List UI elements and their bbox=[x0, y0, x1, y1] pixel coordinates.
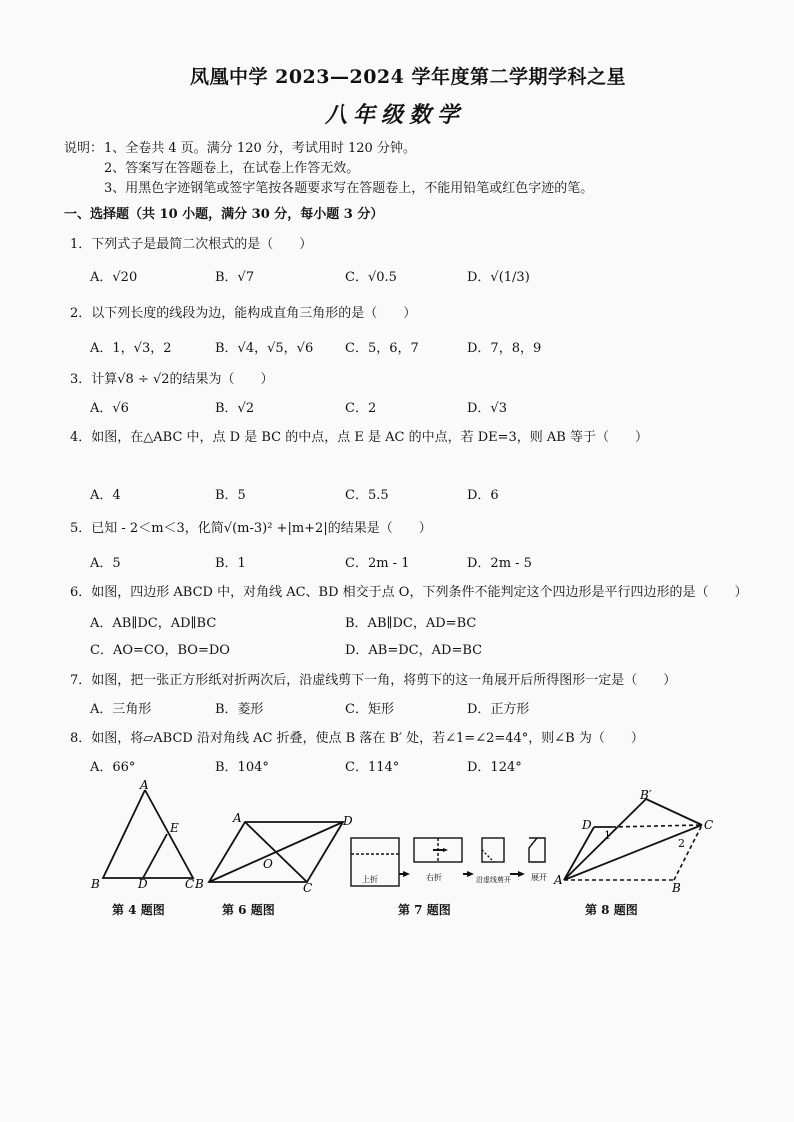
fig7-step-3: 沿虚线剪开 bbox=[476, 876, 511, 884]
fig6-label-d: D bbox=[343, 814, 353, 828]
option-5d: D．2m - 5 bbox=[467, 556, 532, 571]
question-stem-8: 8．如图，将▱ABCD 沿对角线 AC 折叠，使点 B 落在 B′ 处，若∠1=∠2=44°，则∠B 为（ ） bbox=[70, 731, 644, 746]
exam-subtitle: 八年级数学 bbox=[325, 102, 466, 128]
fig6-label-o: O bbox=[263, 857, 273, 871]
fig8-label-bprime: B′ bbox=[640, 788, 652, 802]
option-4c: C．5.5 bbox=[345, 488, 389, 503]
option-3a: A．√6 bbox=[90, 401, 129, 416]
fig4-label-c: C bbox=[185, 877, 195, 891]
fig8-label-c: C bbox=[704, 818, 714, 832]
option-2d: D．7，8，9 bbox=[467, 341, 542, 356]
figure-7-paper-folding bbox=[348, 830, 558, 890]
fig6-label-c: C bbox=[303, 881, 313, 895]
option-5c: C．2m - 1 bbox=[345, 556, 410, 571]
option-7d: D．正方形 bbox=[467, 702, 530, 717]
fig4-label-a: A bbox=[140, 780, 149, 792]
option-2c: C．5，6，7 bbox=[345, 341, 419, 356]
option-1d: D．√(1/3) bbox=[467, 270, 530, 285]
option-7c: C．矩形 bbox=[345, 702, 394, 717]
option-1c: C．√0.5 bbox=[345, 270, 397, 285]
figure-4-caption: 第 4 题图 bbox=[112, 903, 165, 917]
option-8c: C．114° bbox=[345, 760, 400, 775]
option-2b: B．√4，√5，√6 bbox=[215, 341, 314, 356]
option-4b: B．5 bbox=[215, 488, 246, 503]
fig8-label-a: A bbox=[554, 873, 563, 887]
figure-8-caption: 第 8 题图 bbox=[585, 903, 638, 917]
section-heading: 一、选择题（共 10 小题，满分 30 分，每小题 3 分） bbox=[64, 207, 384, 222]
option-3c: C．2 bbox=[345, 401, 377, 416]
option-4d: D．6 bbox=[467, 488, 499, 503]
option-6b: B．AB∥DC，AD=BC bbox=[345, 616, 477, 631]
fig7-step-4: 展开 bbox=[531, 873, 547, 882]
option-5a: A．5 bbox=[90, 556, 121, 571]
option-8b: B．104° bbox=[215, 760, 269, 775]
fig8-label-d: D bbox=[582, 818, 592, 832]
option-7a: A．三角形 bbox=[90, 702, 152, 717]
fig8-label-b: B bbox=[672, 881, 681, 895]
fig6-label-b: B bbox=[195, 877, 204, 891]
question-stem-3: 3．计算√8 ÷ √2的结果为（ ） bbox=[70, 372, 274, 387]
figure-6-parallelogram bbox=[195, 810, 360, 895]
option-3d: D．√3 bbox=[467, 401, 507, 416]
fig7-step-2: 右折 bbox=[426, 873, 442, 882]
figure-6-caption: 第 6 题图 bbox=[222, 903, 275, 917]
option-1a: A．√20 bbox=[90, 270, 138, 285]
question-stem-7: 7．如图，把一张正方形纸对折两次后，沿虚线剪下一角，将剪下的这一角展开后所得图形一定是（ ） bbox=[70, 673, 677, 688]
note-item: 3、用黑色字迹钢笔或签字笔按各题要求写在答题卷上，不能用铅笔或红色字迹的笔。 bbox=[104, 181, 594, 196]
option-1b: B．√7 bbox=[215, 270, 255, 285]
option-5b: B．1 bbox=[215, 556, 246, 571]
fig4-label-e: E bbox=[170, 821, 179, 835]
question-stem-2: 2．以下列长度的线段为边，能构成直角三角形的是（ ） bbox=[70, 306, 417, 321]
option-6d: D．AB=DC，AD=BC bbox=[345, 643, 483, 658]
note-item: 2、答案写在答题卷上，在试卷上作答无效。 bbox=[104, 161, 360, 176]
question-stem-6: 6．如图，四边形 ABCD 中，对角线 AC、BD 相交于点 O，下列条件不能判定这个四边形是平行四边形的是（ ） bbox=[70, 585, 748, 600]
option-4a: A．4 bbox=[90, 488, 121, 503]
option-3b: B．√2 bbox=[215, 401, 255, 416]
figure-4-triangle bbox=[85, 780, 205, 895]
note-item: 1、全卷共 4 页。满分 120 分，考试用时 120 分钟。 bbox=[104, 141, 416, 156]
figure-8-fold-diagram bbox=[552, 785, 722, 900]
exam-title: 凤凰中学 2023—2024 学年度第二学期学科之星 bbox=[190, 66, 626, 88]
option-2a: A．1，√3，2 bbox=[90, 341, 172, 356]
fig8-angle-1: 1 bbox=[604, 829, 611, 842]
option-8d: D．124° bbox=[467, 760, 522, 775]
question-stem-1: 1．下列式子是最简二次根式的是（ ） bbox=[70, 237, 313, 252]
question-stem-4: 4．如图，在△ABC 中，点 D 是 BC 的中点，点 E 是 AC 的中点，若 DE=3，则 AB 等于（ ） bbox=[70, 430, 648, 445]
fig6-label-a: A bbox=[233, 811, 242, 825]
fig8-angle-2: 2 bbox=[678, 837, 685, 850]
option-6a: A．AB∥DC，AD∥BC bbox=[90, 616, 217, 631]
notes-label: 说明： bbox=[64, 141, 104, 156]
option-6c: C．AO=CO，BO=DO bbox=[90, 643, 230, 658]
option-7b: B．菱形 bbox=[215, 702, 264, 717]
fig7-step-1: 上折 bbox=[362, 875, 378, 884]
option-8a: A．66° bbox=[90, 760, 136, 775]
fig4-label-d: D bbox=[138, 877, 148, 891]
question-stem-5: 5．已知 - 2＜m＜3，化简√(m-3)² +|m+2|的结果是（ ） bbox=[70, 521, 432, 536]
fig4-label-b: B bbox=[91, 877, 100, 891]
figure-7-caption: 第 7 题图 bbox=[398, 903, 451, 917]
